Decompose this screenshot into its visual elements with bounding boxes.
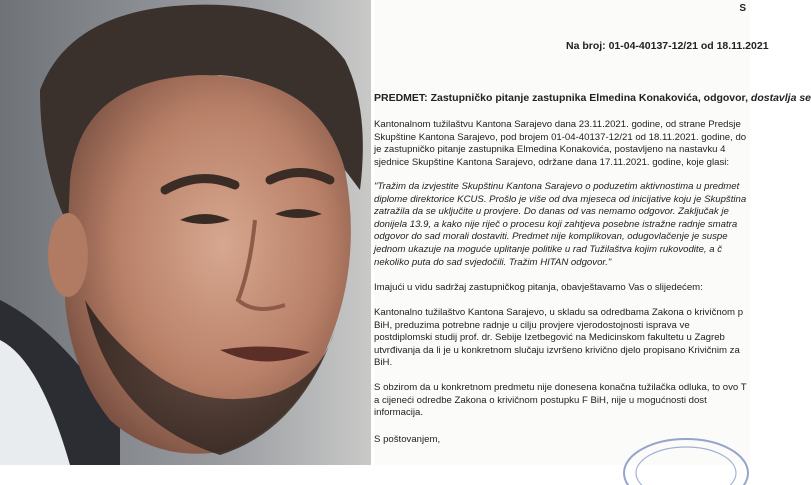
quote-line: jednom ukazuje na moguće uplitanje politike u rad Tužilaštva kojim rukovodite, a č [374,243,723,255]
paragraph-line: Kantonalnom tužilaštvu Kantona Sarajevo dana 23.11.2021. godine, od strane Predsje [374,119,741,130]
paragraph-line: BiH. [374,357,393,369]
quoted-question [374,181,750,269]
paragraph-line: Kantonalno tužilaštvo Kantona Sarajevo, u skladu sa odredbama Zakona o krivičnom p [374,307,744,318]
subject-prefix: PREDMET: Zastupničko pitanje zastupnika Elmedina Konakovića, odgovor, [374,92,751,104]
official-stamp [611,425,741,485]
paragraph-line: je zastupničko pitanje zastupnika Elmedina Konakovića, postavljeno na nastavku 4 [374,144,726,156]
paragraph-line: postdiplomski studij prof. dr. Sebije Izetbegović na Medicinskom fakultetu u Zagreb [374,332,725,344]
quote-line: "Tražim da izvjestite Skupštinu Kantona Sarajevo o poduzetim aktivnostima u predmet [374,181,740,192]
paragraph-line: S obzirom da u konkretnom predmetu nije donesena konačna tužilačka odluka, to ovo T [374,382,747,393]
portrait-illustration [0,0,371,465]
paragraph-line: informacija. [374,407,424,419]
paragraph-line: sjednice Skupštine Kantona Sarajevo, održane dana 17.11.2021. godine, koje glasi: [374,156,730,168]
quote-line: zatražila da se uključite u provjere. Do danas od vas nemamo odgovor. Zaključak je [374,206,729,218]
corner-letter: S [739,3,746,14]
quote-line: odgovor do sad morali dostaviti. Predmet nije komplikovan, odugovlačenje je suspe [374,231,728,243]
quote-line: nekoliko puta do sad svjedočili. Tražim HITAN odgovor." [374,256,612,268]
reference-number: Na broj: 01-04-40137-12/21 od 18.11.2021 [566,40,769,52]
ear [48,213,88,297]
subject-line [374,92,811,104]
portrait-photo [0,0,371,465]
paragraph-notice [374,282,750,295]
paragraph-line: Imajući u vidu sadržaj zastupničkog pitanja, obavještavamo Vas o slijedećem: [374,282,703,293]
paragraph-intro [374,119,750,169]
quote-line: donijela 13.9, a kako nije riječ o procesu koji zahtjeva posebne istražne radnje smatra [374,218,738,230]
quote-line: diplome direktorice KCUS. Prošlo je više od dva mjeseca od inicijative koju je Skupština [374,193,747,205]
paragraph-line: utvrđivanja da li je u konkretnom slučaju izvršeno krivično djelo propisano Krivičnim za [374,344,740,356]
paragraph-line: a cijeneći odredbe Zakona o krivičnom postupku F BiH, nije u mogućnosti dost [374,394,707,406]
paragraph-actions [374,307,750,370]
document-scan [374,0,811,465]
paragraph-line: Skupštine Kantona Sarajevo, pod brojem 01-04-40137-12/21 od 18.11.2021. godine, do [374,131,747,143]
paragraph-conclusion [374,382,750,420]
paragraph-line: S poštovanjem, [374,434,441,445]
subject-suffix: dostavlja se [750,92,811,104]
paragraph-line: BiH, preduzima potrebne radnje u cilju provjere vjerodostojnosti isprava ve [374,319,690,331]
